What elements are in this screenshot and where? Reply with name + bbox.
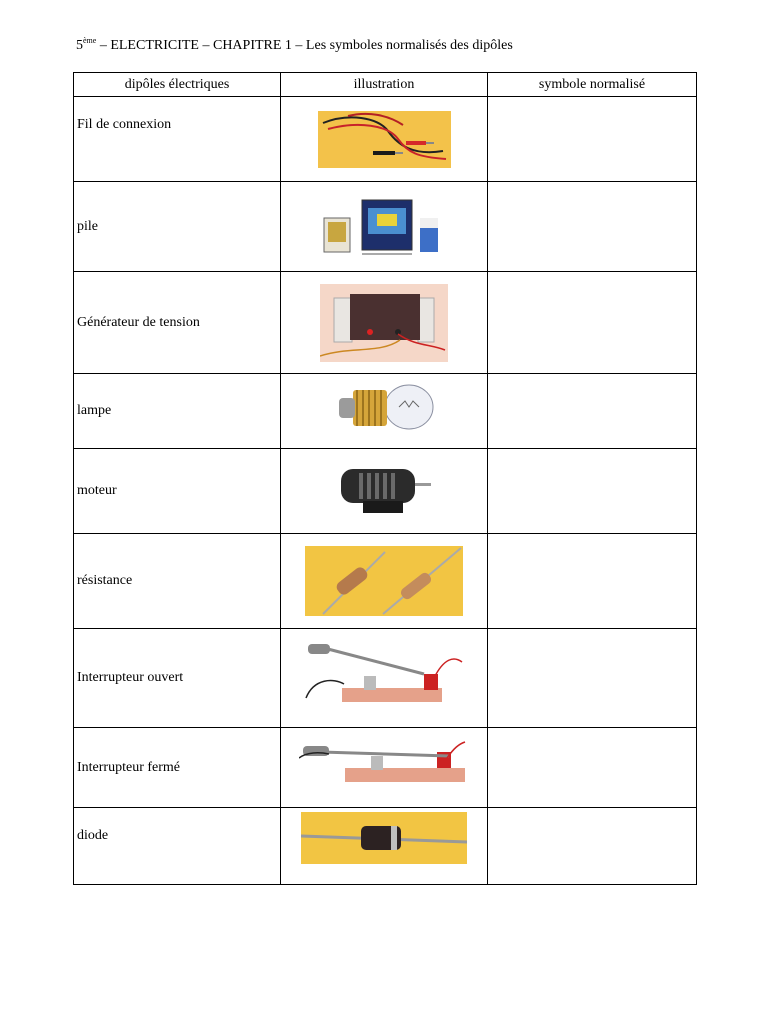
- table-row: [74, 728, 697, 808]
- row-label: Interrupteur fermé: [74, 728, 281, 808]
- table-row: [74, 629, 697, 728]
- column-header-symbol: symbole normalisé: [488, 73, 697, 97]
- row-label: Générateur de tension: [74, 272, 281, 374]
- row-label: lampe: [74, 374, 281, 449]
- open-switch-photo-icon: [304, 638, 464, 718]
- table-header-row: [74, 73, 697, 97]
- table-row: [74, 374, 697, 449]
- row-label: Interrupteur ouvert: [74, 629, 281, 728]
- column-header-illustration: illustration: [281, 73, 488, 97]
- row-label: pile: [74, 182, 281, 272]
- row-label: résistance: [74, 534, 281, 629]
- connection-wire-photo-icon: [318, 111, 451, 168]
- table-row: [74, 272, 697, 374]
- row-label: diode: [74, 808, 281, 885]
- page-title: 5ème – ELECTRICITE – CHAPITRE 1 – Les symboles normalisés des dipôles: [76, 36, 513, 53]
- table-row: [74, 449, 697, 534]
- closed-switch-photo-icon: [299, 738, 469, 798]
- motor-photo-icon: [329, 461, 439, 521]
- resistor-photo-icon: [305, 546, 463, 616]
- diode-photo-icon: [301, 812, 467, 864]
- dipoles-table: [73, 72, 697, 885]
- lamp-photo-icon: [329, 380, 439, 442]
- voltage-generator-photo-icon: [320, 284, 448, 362]
- row-label: Fil de connexion: [74, 97, 281, 182]
- column-header-dipoles: dipôles électriques: [74, 73, 281, 97]
- battery-photo-icon: [322, 196, 447, 258]
- table-row: [74, 182, 697, 272]
- row-label: moteur: [74, 449, 281, 534]
- table-row: [74, 534, 697, 629]
- table-row: [74, 97, 697, 182]
- table-row: [74, 808, 697, 885]
